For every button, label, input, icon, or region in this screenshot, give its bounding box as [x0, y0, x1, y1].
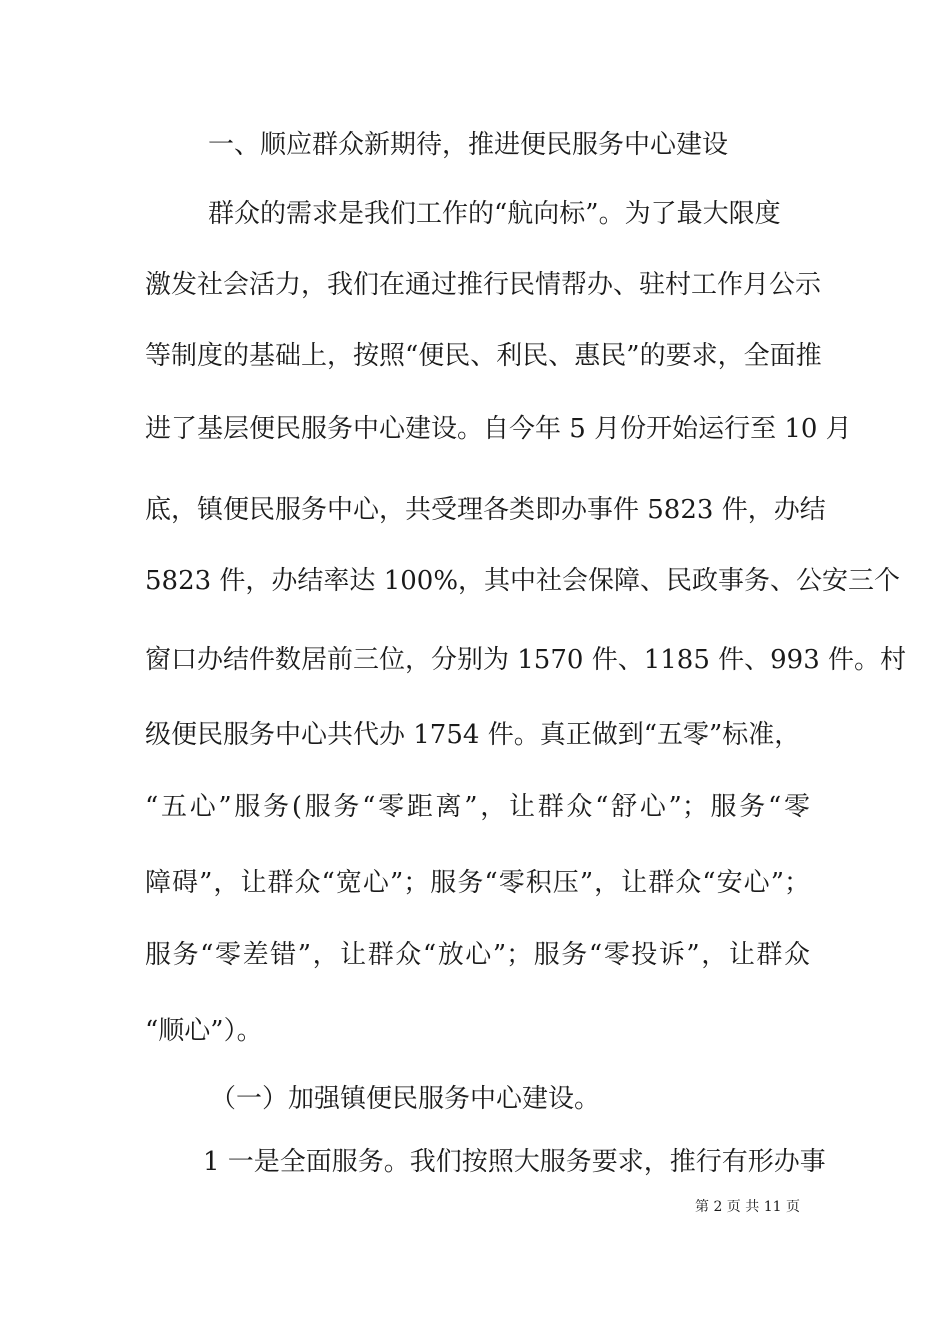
paragraph-line: 5823 件，办结率达 100%，其中社会保障、民政事务、公安三个	[145, 566, 901, 596]
paragraph-line: 进了基层便民服务中心建设。自今年 5 月份开始运行至 10 月	[145, 414, 852, 444]
section-heading: 一、顺应群众新期待，推进便民服务中心建设	[208, 130, 729, 160]
paragraph-line: 服务“零差错”，让群众“放心”；服务“零投诉”，让群众	[145, 940, 810, 970]
paragraph-line: 1 一是全面服务。我们按照大服务要求，推行有形办事	[203, 1147, 826, 1177]
subsection-heading: （一）加强镇便民服务中心建设。	[210, 1084, 601, 1114]
paragraph-line: 级便民服务中心共代办 1754 件。真正做到“五零”标准，	[145, 720, 801, 750]
page-number: 第 2 页 共 11 页	[695, 1199, 800, 1215]
paragraph-line: “五心”服务(服务“零距离”，让群众“舒心”；服务“零	[145, 792, 810, 822]
paragraph-line: 窗口办结件数居前三位，分别为 1570 件、1185 件、993 件。村	[145, 645, 907, 675]
paragraph-line: 底，镇便民服务中心，共受理各类即办事件 5823 件，办结	[145, 495, 826, 525]
paragraph-line: 激发社会活力，我们在通过推行民情帮办、驻村工作月公示	[145, 270, 822, 300]
paragraph-line: 障碍”，让群众“宽心”；服务“零积压”，让群众“安心”；	[145, 868, 810, 898]
paragraph-line: “顺心”）。	[145, 1016, 263, 1046]
paragraph-line: 等制度的基础上，按照“便民、利民、惠民”的要求，全面推	[145, 341, 822, 371]
paragraph-line: 群众的需求是我们工作的“航向标”。为了最大限度	[208, 199, 781, 229]
